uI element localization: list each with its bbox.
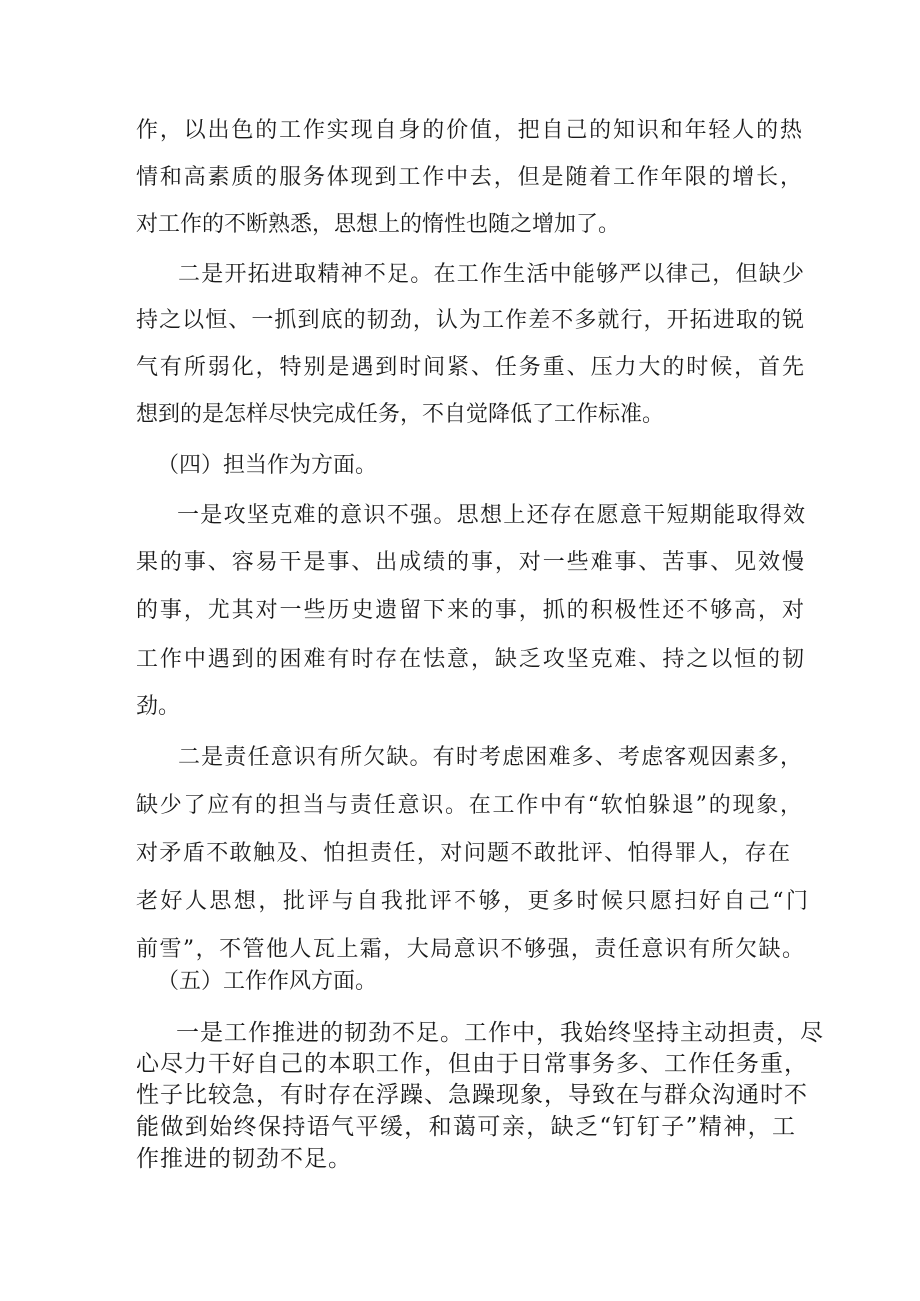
text-line-23: 能做到始终保持语气平缓，和蔼可亲，缺乏“钉钉子”精神，工 xyxy=(136,1114,796,1140)
text-line-20: 一是工作推进的韧劲不足。工作中，我始终坚持主动担责，尽 xyxy=(176,1020,824,1046)
text-line-17: 老好人思想，批评与自我批评不够，更多时候只愿扫好自己“门 xyxy=(136,889,808,914)
text-line-18: 前雪”，不管他人瓦上霜，大局意识不够强，责任意识有所欠缺。 xyxy=(136,937,804,962)
text-line-21: 心尽力干好自己的本职工作，但由于日常事务多、工作任务重， xyxy=(136,1051,808,1077)
text-line-2: 情和高素质的服务体现到工作中去，但是随着工作年限的增长， xyxy=(136,165,802,190)
section-heading-five: （五）工作作风方面。 xyxy=(157,969,378,994)
text-line-16: 对矛盾不敢触及、怕担责任，对问题不敢批评、怕得罪人，存在 xyxy=(136,841,790,866)
section-heading-four: （四）担当作为方面。 xyxy=(157,453,378,478)
text-line-24: 作推进的韧劲不足。 xyxy=(136,1146,352,1172)
text-line-9: 一是攻坚克难的意识不强。思想上还存在愿意干短期能取得效 xyxy=(177,503,805,528)
text-line-1: 作，以出色的工作实现自身的价值，把自己的知识和年轻人的热 xyxy=(136,118,802,143)
text-line-12: 工作中遇到的困难有时存在怯意，缺乏攻坚克难、持之以恒的韧 xyxy=(136,647,804,672)
text-line-15: 缺少了应有的担当与责任意识。在工作中有“软怕躲退”的现象， xyxy=(136,793,802,818)
text-line-7: 想到的是怎样尽快完成任务，不自觉降低了工作标准。 xyxy=(136,402,665,427)
text-line-6: 气有所弱化，特别是遇到时间紧、任务重、压力大的时候，首先 xyxy=(136,355,804,380)
text-line-22: 性子比较急，有时存在浮躁、急躁现象，导致在与群众沟通时不 xyxy=(136,1082,808,1108)
text-line-5: 持之以恒、一抓到底的韧劲，认为工作差不多就行，开拓进取的锐 xyxy=(136,308,804,333)
text-line-14: 二是责任意识有所欠缺。有时考虑困难多、考虑客观因素多， xyxy=(178,745,802,770)
text-line-10: 果的事、容易干是事、出成绩的事，对一些难事、苦事、见效慢 xyxy=(136,550,804,575)
text-line-3: 对工作的不断熟悉，思想上的惰性也随之增加了。 xyxy=(136,212,621,237)
text-line-11: 的事，尤其对一些历史遗留下来的事，抓的积极性还不够高，对 xyxy=(136,598,804,623)
text-line-4: 二是开拓进取精神不足。在工作生活中能够严以律己，但缺少 xyxy=(178,262,804,287)
text-line-13: 劲。 xyxy=(136,694,181,719)
